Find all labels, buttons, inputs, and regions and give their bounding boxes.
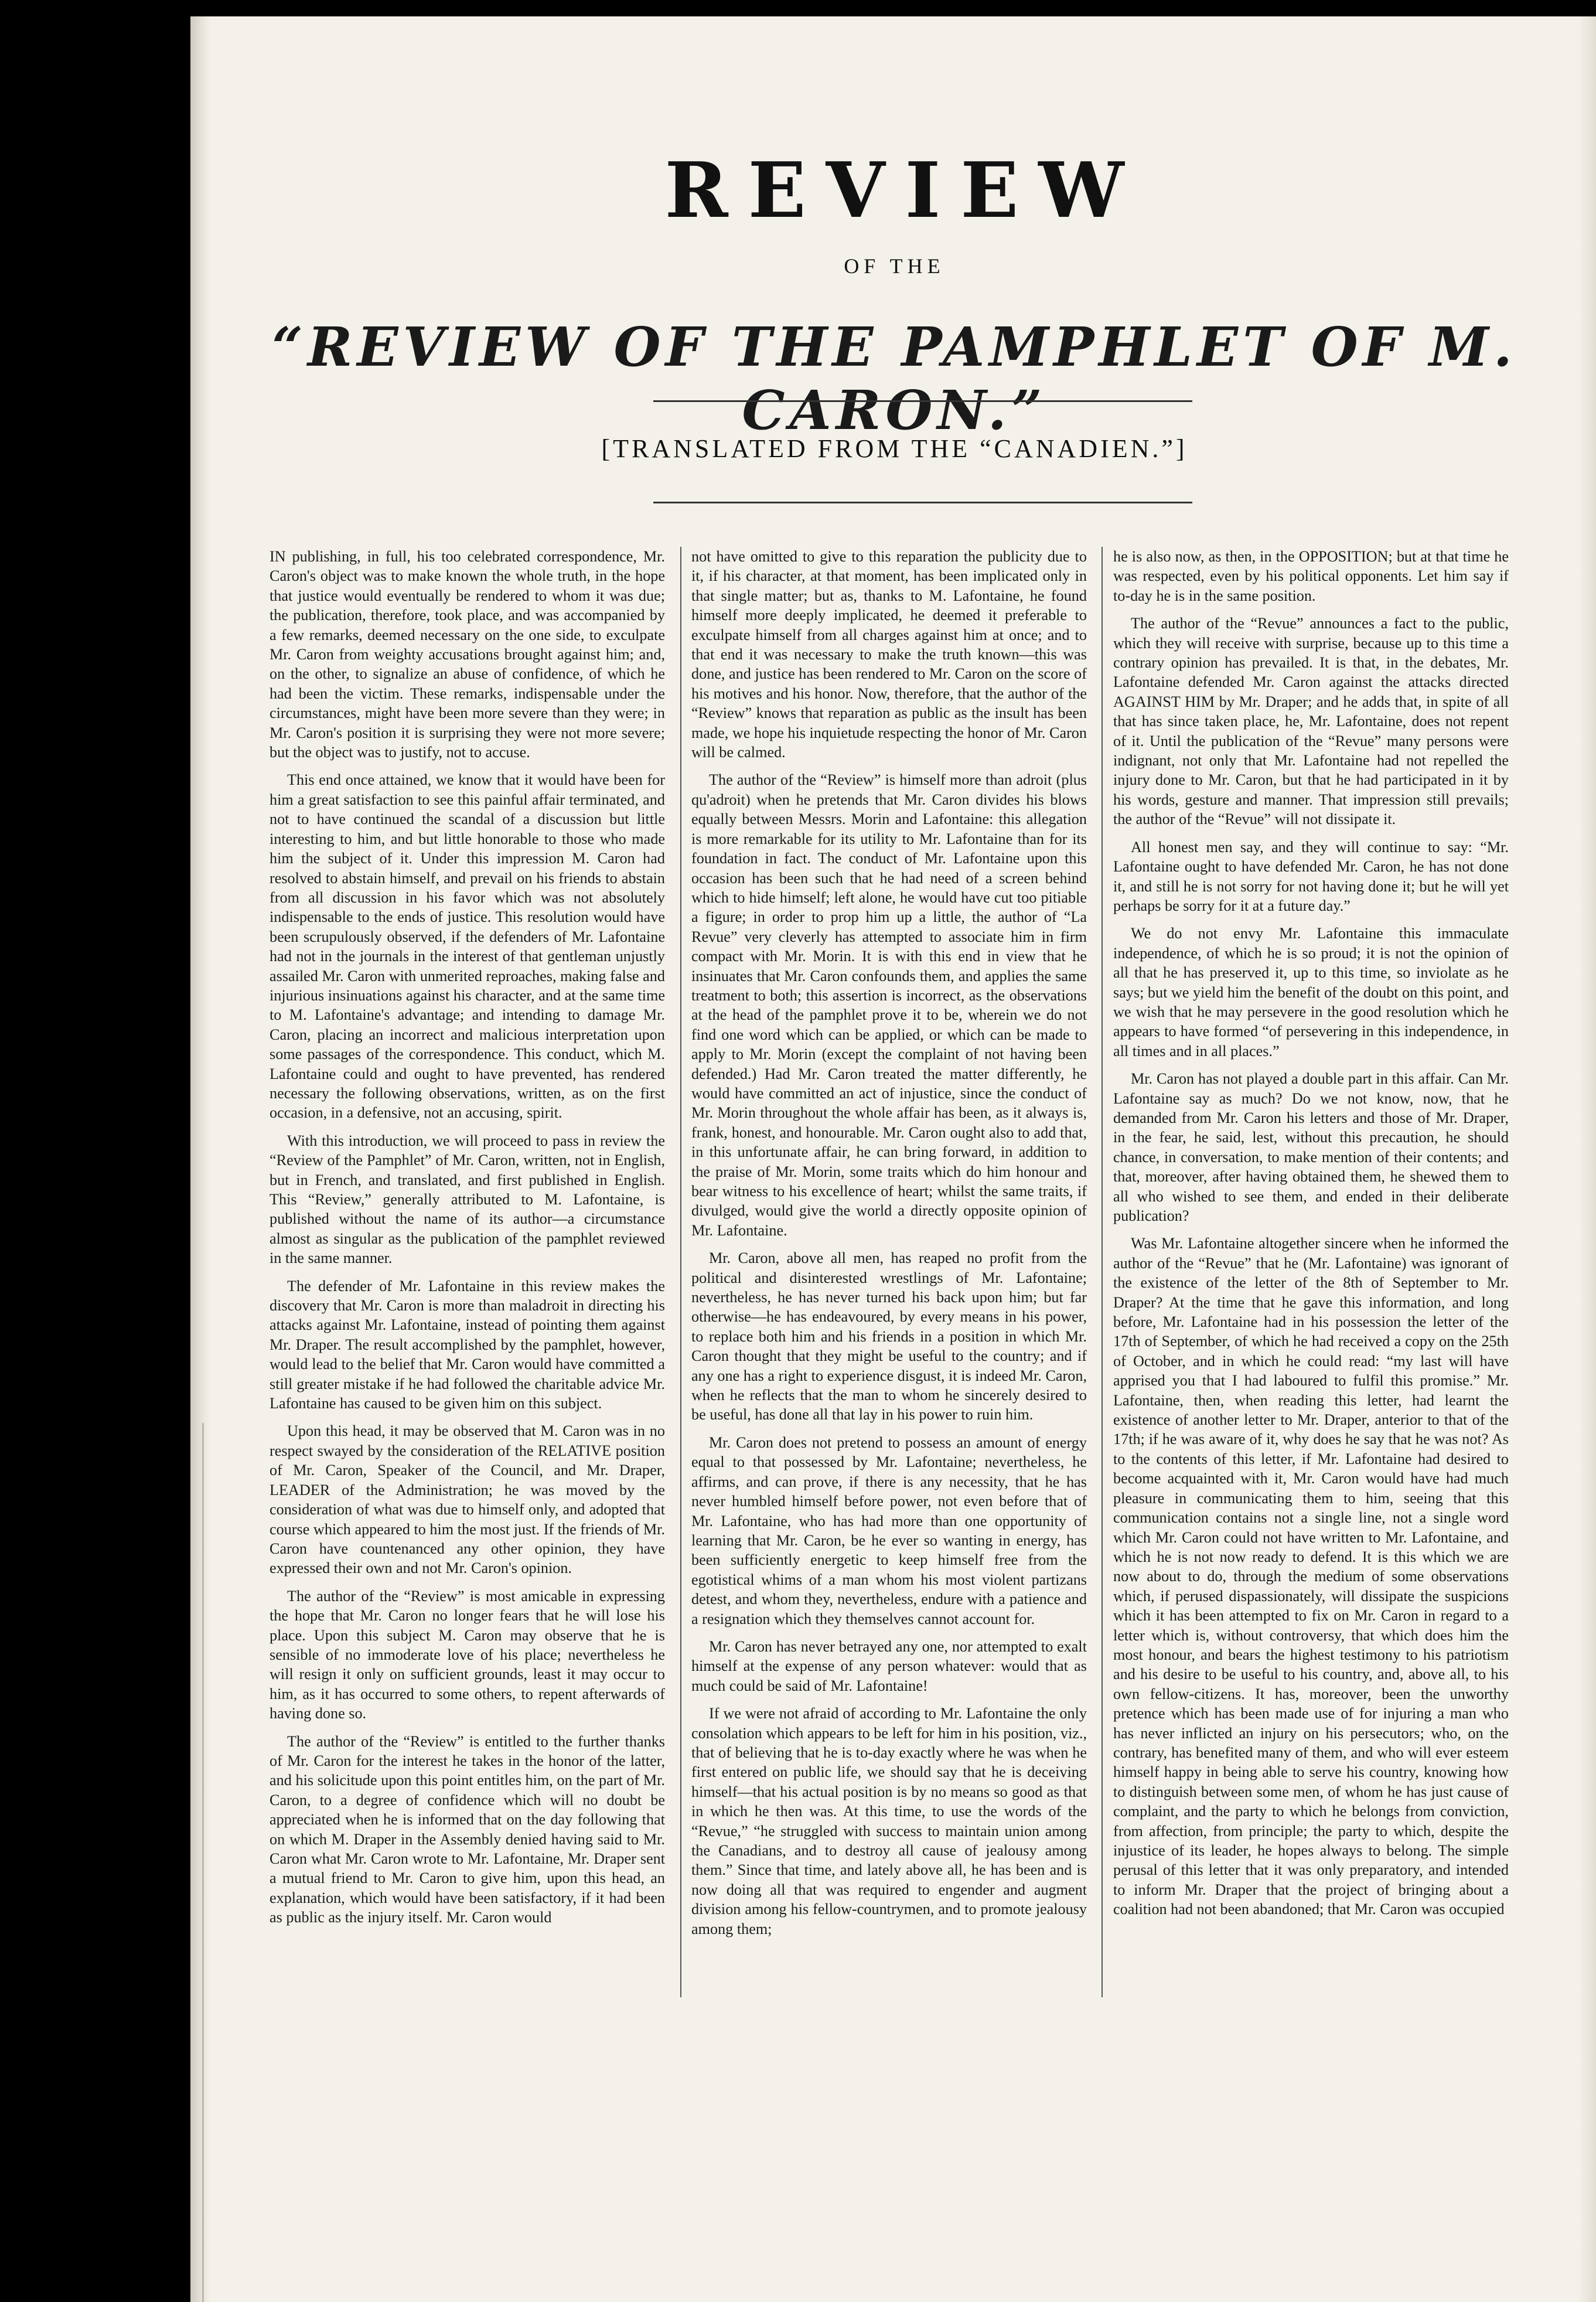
paragraph: With this introduction, we will proceed to pass in review the “Review of the Pamphlet” of Mr. Caron, written, not in English, but in French, and translated, and first published in English. This “Review,” generally attributed to M. Lafontaine, is published without the name of its author—a circumstance almost as singular as the publication of the pamphlet reviewed in the same manner. [270, 1132, 665, 1267]
page-edge [1578, 16, 1596, 2302]
paragraph: We do not envy Mr. Lafontaine this immaculate independence, of which he is so proud; it is not the opinion of all that he has preserved it, up to this time, so inviolate as he says; but we yield him the benefit of the doubt on this point, and we wish that he may persevere in the good resolution which he appears to have formed “of persevering in this independence, in all times and in all places.” [1113, 925, 1509, 1060]
column-3 [1113, 547, 1509, 1997]
paragraph: This end once attained, we know that it would have been for him a great satisfaction to see this painful affair terminated, and not to have continued the scandal of a discussion but little interesting to him, and but little honorable to those who made him the subject of it. Under this impression M. Caron had resolved to abstain himself, and prevail on his friends to abstain from all discussion in his favor which was not absolutely indispensable to the ends of justice. This resolution would have been scrupulously observed, if the defenders of Mr. Lafontaine had not in the journals in the interest of that gentleman unjustly assailed Mr. Caron with unmerited reproaches, making false and injurious insinuations against his character, and at the same time to M. Lafontaine's advantage; and intending to damage Mr. Caron, placing an incorrect and malicious interpretation upon some passages of the correspondence. This conduct, which M. Lafontaine could and ought to have prevented, has rendered necessary the following observations, written, as on the first occasion, in a defensive, not an accusing, spirit. [270, 771, 665, 1122]
newspaper-page [190, 16, 1596, 2302]
paragraph: Mr. Caron has not played a double part in this affair. Can Mr. Lafontaine say as much? Do we not know, now, that he demanded from Mr. Caron his letters and those of Mr. Draper, in the fear, he said, lest, without this precaution, he should chance, in conversation, to make mention of their contents; and that, moreover, after having obtained them, he shewed them to all who wished to see them, and ended in their deliberate publication? [1113, 1070, 1509, 1224]
page-fold-shadow [190, 16, 210, 2302]
title-connector: OF THE [844, 254, 945, 278]
paragraph: Mr. Caron has never betrayed any one, nor attempted to exalt himself at the expense of any person whatever: would that as much could be said of Mr. Lafontaine! [691, 1637, 1087, 1694]
column-1 [270, 547, 665, 1997]
column-rule [680, 547, 681, 1997]
column-rule [1101, 547, 1103, 1997]
paragraph: Mr. Caron, above all men, has reaped no profit from the political and disinterested wrestlings of Mr. Lafontaine; nevertheless, he has never turned his back upon him; but far otherwise—he has endeavoured, by every means in his power, to replace both him and his friends in a position in which Mr. Caron thought that they might be useful to the country; and if any one has a right to experience disgust, it is indeed Mr. Caron, when he reflects that the man to whom he sincerely desired to be useful, has done all that lay in his power to ruin him. [691, 1249, 1087, 1424]
page-crease [202, 1423, 204, 2302]
paragraph: Was Mr. Lafontaine altogether sincere when he informed the author of the “Revue” that he (Mr. Lafontaine) was ignorant of the existence of the letter of the 8th of September to Mr. Draper? At the time that he gave this information, and long before, Mr. Lafontaine had in his possession the letter of the 17th of September, of which he had received a copy on the 25th of October, and in which he could read: “my last will have apprised you that I had laboured to fulfil this promise.” Mr. Lafontaine, then, when reading this letter, had learnt the existence of another letter to Mr. Draper, anterior to that of the 17th; if he was aware of it, why does he say that he was not? As to the contents of this letter, if Mr. Lafontaine had desired to become acquainted with it, Mr. Caron would have had much pleasure in communicating them to him, seeing that this communication contains not a single line, not a single word which Mr. Caron could not have written to Mr. Lafontaine, and which he is not now ready to defend. It is this which we are now about to do, through the medium of some observations which, if perused dispassionately, will dissipate the suspicions which it has been attempted to fix on Mr. Caron in regard to a letter which is, without controversy, that which does him the most honour, and bears the highest testimony to his patriotism and his desire to be useful to his country, and, above all, to his own fellow-citizens. It has, moreover, been the unworthy pretence which has been made use of for injuring a man who has never inflicted an injury on his persecutors; who, on the contrary, has benefited many of them, and who will ever esteem himself happy in being able to serve his country, knowing how to distinguish between some men, of whom he has just cause of complaint, and the party to which he belongs from conviction, from affection, from principle; the party to which, despite the injustice of its leader, he hopes always to belong. The simple perusal of this letter that it was only preparatory, and intended to inform Mr. Draper that the project of bringing about a coalition had not been abandoned; that Mr. Caron was occupied [1113, 1235, 1509, 1918]
paragraph: The author of the “Revue” announces a fact to the public, which they will receive with surprise, because up to this time a contrary opinion has prevailed. It is that, in the debates, Mr. Lafontaine defended Mr. Caron against the attacks directed AGAINST HIM by Mr. Draper; and he adds that, in spite of all that has since taken place, he, Mr. Lafontaine, does not repent of it. Until the publication of the “Revue” many persons were indignant, not only that Mr. Lafontaine had not repelled the injury done to Mr. Caron, but that he had participated in it by his words, gesture and manner. That impression still prevails; the author of the “Revue” will not dissipate it. [1113, 615, 1509, 828]
paragraph: IN publishing, in full, his too celebrated correspondence, Mr. Caron's object was to make known the whole truth, in the hope that justice would eventually be rendered to whom it was due; the publication, therefore, took place, and was accompanied by a few remarks, deemed necessary on the one side, to exculpate Mr. Caron from weighty accusations brought against him; and, on the other, to signalize an abuse of confidence, of which he had been the victim. These remarks, indispensable under the circumstances, might have been more severe than they were; in Mr. Caron's position it is surprising they were not more severe; but the object was to justify, not to accuse. [270, 548, 665, 761]
page-subtitle: “REVIEW OF THE PAMPHLET OF M. CARON.” [272, 315, 1517, 442]
paragraph: The author of the “Review” is himself more than adroit (plus qu'adroit) when he pretends that Mr. Caron divides his blows equally between Messrs. Morin and Lafontaine: this allegation is more remarkable for its utility to Mr. Lafontaine than for its foundation in fact. The conduct of Mr. Lafontaine upon this occasion has been such that he had need of a screen behind which to hide himself; left alone, he would have cut too pitiable a figure; in order to prop him up a little, the author of “La Revue” very cleverly has attempted to associate him in firm compact with Mr. Morin. It is with this end in view that he insinuates that Mr. Caron confounds them, and applies the same treatment to both; this assertion is incorrect, as the observations at the head of the pamphlet prove it to be, wherein we do not find one word which can be applied, or which can be made to apply to Mr. Morin (except the complaint of not having been defended.) Had Mr. Caron treated the matter differently, he would have committed an act of injustice, since the conduct of Mr. Morin throughout the whole affair has been, as it always is, frank, honest, and honourable. Mr. Caron ought also to add that, in this unfortunate affair, he can bring forward, in addition to the praise of Mr. Morin, some traits which do him honour and bear witness to his excellence of heart; whilst the same traits, if divulged, would give the world a directly opposite opinion of Mr. Lafontaine. [691, 771, 1087, 1239]
page-title: REVIEW [664, 145, 1144, 235]
column-2 [691, 547, 1087, 1997]
paragraph: All honest men say, and they will continue to say: “Mr. Lafontaine ought to have defended Mr. Caron, he has not done it, and still he is not sorry for not having done it; but he will yet perhaps be sorry for it at a future day.” [1113, 838, 1509, 914]
divider-bottom [653, 502, 1192, 503]
translation-note: [TRANSLATED FROM THE “CANADIEN.”] [601, 434, 1188, 463]
paragraph: Upon this head, it may be observed that M. Caron was in no respect swayed by the consideration of the RELATIVE position of Mr. Caron, Speaker of the Council, and Mr. Draper, LEADER of the Administration; he was moved by the consideration of what was due to himself only, and adopted that course which appeared to him the most just. If the friends of Mr. Caron have countenanced any other opinion, they have expressed their own and not Mr. Caron's opinion. [270, 1422, 665, 1577]
paragraph: Mr. Caron does not pretend to possess an amount of energy equal to that possessed by Mr. Lafontaine; nevertheless, he affirms, and can prove, if there is any necessity, that he has never humbled himself before power, not even before that of Mr. Lafontaine, who has had more than one opportunity of learning that Mr. Caron, be he ever so wanting in energy, has been sufficiently energetic to keep himself free from the egotistical whims of a man whom his most violent partizans detest, and whom they, nevertheless, endure with a patience and a resignation which they themselves cannot account for. [691, 1433, 1087, 1627]
paragraph: not have omitted to give to this reparation the publicity due to it, if his character, at that moment, has been implicated only in that single matter; but as, thanks to M. Lafontaine, he found himself more deeply implicated, he deemed it preferable to exculpate himself from all charges against him at once; and to that end it was necessary to make the truth known—this was done, and justice has been rendered to Mr. Caron on the score of his motives and his honor. Now, therefore, that the author of the “Review” knows that reparation as public as the insult has been made, we hope his inquietude respecting the honor of Mr. Caron will be calmed. [691, 548, 1087, 761]
paragraph: The author of the “Review” is entitled to the further thanks of Mr. Caron for the interest he takes in the honor of the latter, and his solicitude upon this point entitles him, on the part of Mr. Caron, to a degree of confidence which will no doubt be appreciated when he is informed that on the day following that on which M. Draper in the Assembly denied having said to Mr. Caron what Mr. Caron wrote to Mr. Lafontaine, Mr. Draper sent a mutual friend to Mr. Caron to give him, upon this head, an explanation, which would have been satisfactory, if it had been as public as the injury itself. Mr. Caron would [270, 1732, 665, 1926]
paragraph: The author of the “Review” is most amicable in expressing the hope that Mr. Caron no longer fears that he will lose his place. Upon this subject M. Caron may observe that he is sensible of no immoderate love of his place; nevertheless he will resign it only on sufficient grounds, least it may occur to him, as it has occurred to some others, to repent afterwards of having done so. [270, 1587, 665, 1722]
paragraph: he is also now, as then, in the OPPOSITION; but at that time he was respected, even by his political opponents. Let him say if to-day he is in the same position. [1113, 548, 1509, 604]
article-body [270, 547, 1509, 1997]
paragraph: The defender of Mr. Lafontaine in this review makes the discovery that Mr. Caron is more than maladroit in directing his attacks against Mr. Lafontaine, instead of pointing them against Mr. Draper. The result accomplished by the pamphlet, however, would lead to the belief that Mr. Caron would have committed a still greater mistake if he had followed the charitable advice Mr. Lafontaine has caused to be given him on this subject. [270, 1277, 665, 1412]
divider-top [653, 400, 1192, 402]
paragraph: If we were not afraid of according to Mr. Lafontaine the only consolation which appears to be left for him in his position, viz., that of believing that he is to-day exactly where he was when he first entered on public life, we should say that he is deceiving himself—that his actual position is by no means so good as that in which he then was. At this time, to use the words of the “Revue,” “he struggled with success to maintain union among the Canadians, and to destroy all cause of jealousy among them.” Since that time, and lately above all, he has been and is now doing all that was required to engender and augment division among his fellow-countrymen, and to promote jealousy among them; [691, 1705, 1087, 1937]
